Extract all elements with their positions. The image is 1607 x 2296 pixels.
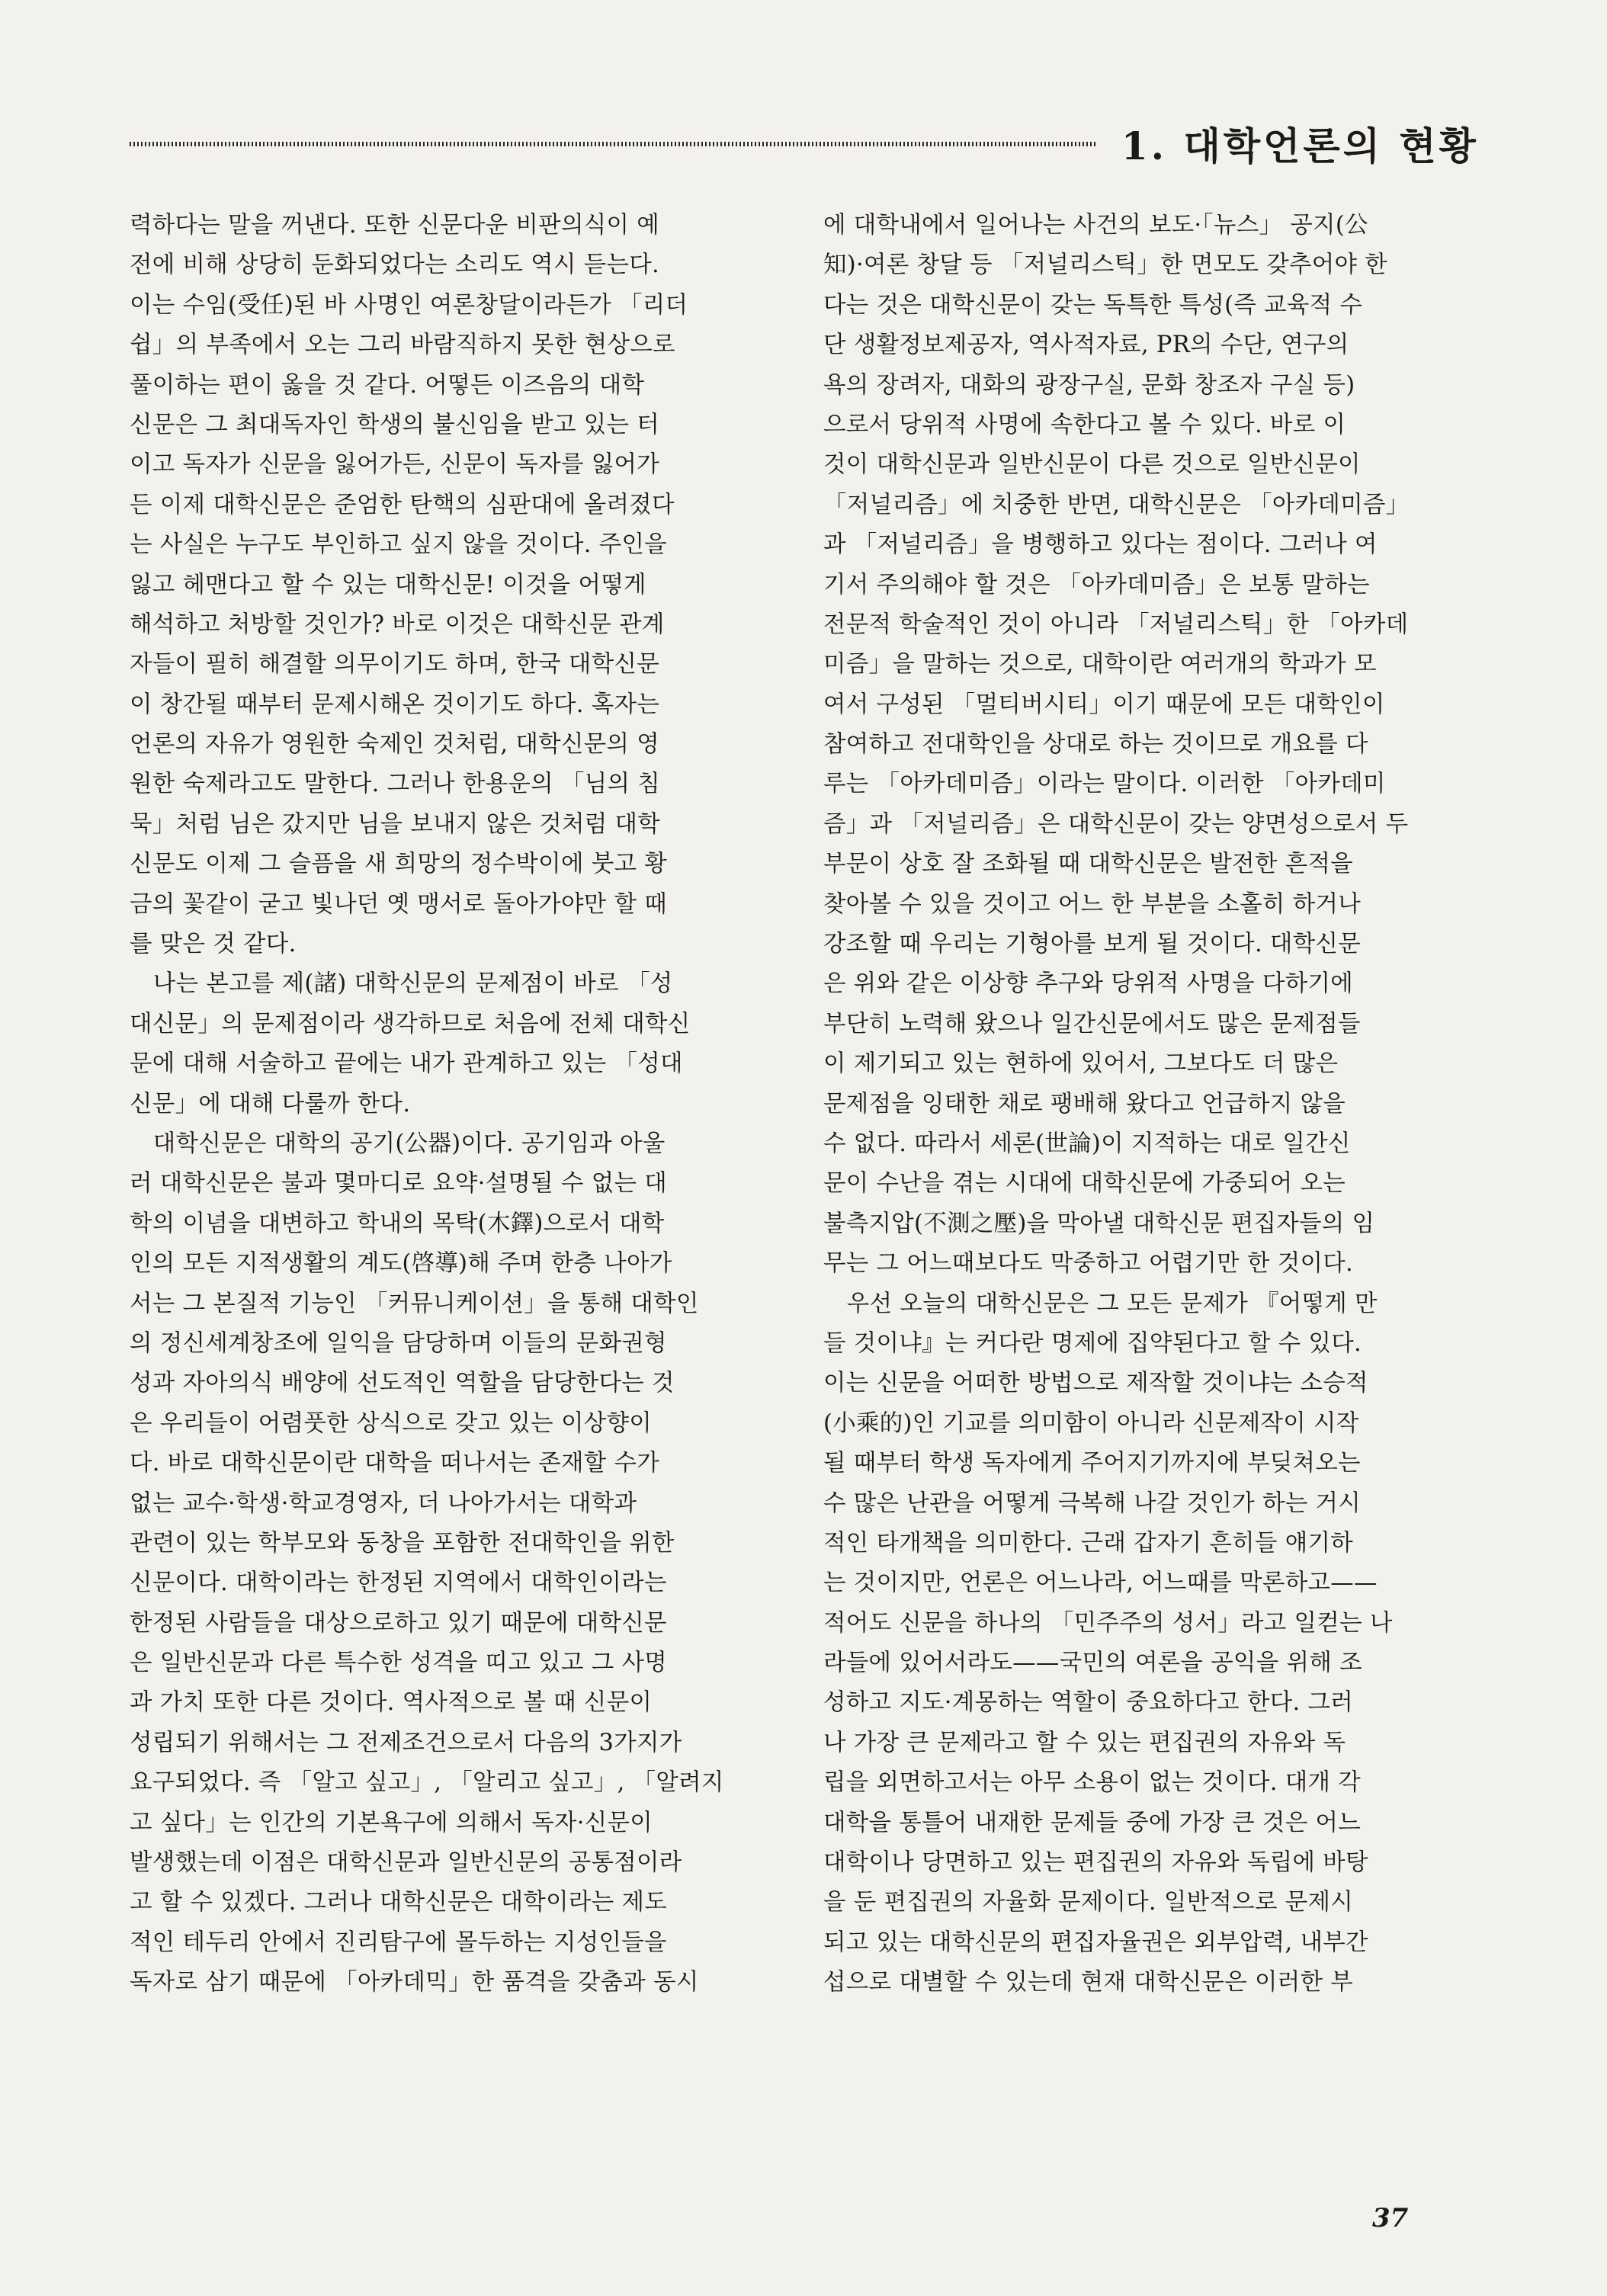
text-line: 부문이 상호 잘 조화될 때 대학신문은 발전한 흔적을: [823, 851, 1353, 878]
text-line: 이고 독자가 신문을 잃어가든, 신문이 독자를 잃어가: [130, 451, 659, 479]
text-line: 전문적 학술적인 것이 아니라 「저널리스틱」한 「아카데: [823, 611, 1409, 638]
text-line: 금의 꽃같이 굳고 빛나던 옛 맹서로 돌아가야만 할 때: [130, 890, 667, 918]
text-line: 대학신문은 대학의 공기(公器)이다. 공기임과 아울: [130, 1130, 666, 1157]
text-line: 문이 수난을 겪는 시대에 대학신문에 가중되어 오는: [823, 1170, 1346, 1198]
text-line: 참여하고 전대학인을 상대로 하는 것이므로 개요를 다: [823, 731, 1368, 758]
text-line: 미즘」을 말하는 것으로, 대학이란 여러개의 학과가 모: [823, 651, 1377, 678]
text-line: 풀이하는 편이 옳을 것 같다. 어떻든 이즈음의 대학: [130, 371, 645, 399]
text-line: 서는 그 본질적 기능인 「커뮤니케이션」을 통해 대학인: [130, 1290, 699, 1317]
text-line: 고 싶다」는 인간의 기본욕구에 의해서 독자·신문이: [130, 1809, 653, 1836]
text-line: 원한 숙제라고도 말한다. 그러나 한용운의 「님의 침: [130, 771, 661, 798]
text-line: 불측지압(不測之壓)을 막아낼 대학신문 편집자들의 임: [823, 1210, 1375, 1237]
text-line: 이 제기되고 있는 현하에 있어서, 그보다도 더 많은: [823, 1050, 1339, 1078]
text-line: 를 맞은 것 같다.: [130, 931, 297, 958]
text-line: 즘」과 「저널리즘」은 대학신문이 갖는 양면성으로서 두: [823, 810, 1409, 838]
text-line: 성하고 지도·계몽하는 역할이 중요하다고 한다. 그러: [823, 1689, 1353, 1717]
text-line: 다. 바로 대학신문이란 대학을 떠나서는 존재할 수가: [130, 1450, 659, 1477]
text-line: 는 것이지만, 언론은 어느나라, 어느때를 막론하고——: [823, 1570, 1378, 1597]
text-line: 요구되었다. 즉 「알고 싶고」, 「알리고 싶고」, 「알려지: [130, 1769, 724, 1797]
text-line: 든 이제 대학신문은 준엄한 탄핵의 심판대에 올려졌다: [130, 491, 675, 518]
text-line: 묵」처럼 님은 갔지만 님을 보내지 않은 것처럼 대학: [130, 810, 661, 838]
text-line: 이는 신문을 어떠한 방법으로 제작할 것이냐는 소승적: [823, 1370, 1368, 1397]
text-line: 신문」에 대해 다룰까 한다.: [130, 1090, 411, 1118]
text-line: 단 생활정보제공자, 역사적자료, PR의 수단, 연구의: [823, 332, 1349, 359]
text-line: 적인 타개책을 의미한다. 근래 갑자기 흔히들 얘기하: [823, 1529, 1353, 1557]
text-line: 섭으로 대별할 수 있는데 현재 대학신문은 이러한 부: [823, 1969, 1353, 1996]
text-line: 발생했는데 이점은 대학신문과 일반신문의 공통점이라: [130, 1849, 682, 1877]
text-line: 라들에 있어서라도——국민의 여론을 공익을 위해 조: [823, 1650, 1362, 1677]
text-line: 과 「저널리즘」을 병행하고 있다는 점이다. 그러나 여: [823, 531, 1378, 559]
text-line: 에 대학내에서 일어나는 사건의 보도·「뉴스」 공지(公: [823, 212, 1368, 239]
text-line: 언론의 자유가 영원한 숙제인 것처럼, 대학신문의 영: [130, 731, 659, 758]
text-line: 문에 대해 서술하고 끝에는 내가 관계하고 있는 「성대: [130, 1050, 683, 1078]
text-line: 학의 이념을 대변하고 학내의 목탁(木鐸)으로서 대학: [130, 1210, 665, 1237]
text-line: 될 때부터 학생 독자에게 주어지기까지에 부딪쳐오는: [823, 1450, 1361, 1477]
text-line: 인의 모든 지적생활의 계도(啓導)해 주며 한층 나아가: [130, 1250, 672, 1278]
text-line: 부단히 노력해 왔으나 일간신문에서도 많은 문제점들: [823, 1010, 1361, 1037]
text-line: 없는 교수·학생·학교경영자, 더 나아가서는 대학과: [130, 1490, 637, 1517]
text-line: 무는 그 어느때보다도 막중하고 어렵기만 한 것이다.: [823, 1250, 1353, 1278]
right-text-column: [823, 206, 1479, 2003]
running-header: [130, 114, 1479, 168]
text-line: 나는 본고를 제(諸) 대학신문의 문제점이 바로 「성: [130, 970, 673, 998]
text-line: 신문은 그 최대독자인 학생의 불신임을 받고 있는 터: [130, 411, 659, 438]
text-line: 관련이 있는 학부모와 동창을 포함한 전대학인을 위한: [130, 1529, 675, 1557]
text-line: 립을 외면하고서는 아무 소용이 없는 것이다. 대개 각: [823, 1769, 1361, 1797]
text-line: 의 정신세계창조에 일익을 담당하며 이들의 문화권형: [130, 1329, 667, 1357]
left-text-column: [130, 206, 785, 2003]
text-line: 으로서 당위적 사명에 속한다고 볼 수 있다. 바로 이: [823, 411, 1346, 438]
text-line: 독자로 삼기 때문에 「아카데믹」한 품격을 갖춤과 동시: [130, 1969, 699, 1996]
text-line: 것이 대학신문과 일반신문이 다른 것으로 일반신문이: [823, 451, 1361, 479]
text-line: 과 가치 또한 다른 것이다. 역사적으로 볼 때 신문이: [130, 1689, 653, 1717]
text-line: 대학이나 당면하고 있는 편집권의 자유와 독립에 바탕: [823, 1849, 1368, 1877]
text-line: 전에 비해 상당히 둔화되었다는 소리도 역시 듣는다.: [130, 252, 659, 279]
text-line: 대신문」의 문제점이라 생각하므로 처음에 전체 대학신: [130, 1010, 691, 1037]
text-line: 러 대학신문은 불과 몇마디로 요약·설명될 수 없는 대: [130, 1170, 667, 1198]
text-line: 이 창간될 때부터 문제시해온 것이기도 하다. 혹자는: [130, 691, 659, 718]
text-line: 수 없다. 따라서 세론(世論)이 지적하는 대로 일간신: [823, 1130, 1351, 1157]
text-line: 여서 구성된 「멀티버시티」이기 때문에 모든 대학인이: [823, 691, 1385, 718]
text-line: 력하다는 말을 꺼낸다. 또한 신문다운 비판의식이 예: [130, 212, 659, 239]
text-line: 수 많은 난관을 어떻게 극복해 나갈 것인가 하는 거시: [823, 1490, 1361, 1517]
text-line: 잃고 헤맨다고 할 수 있는 대학신문! 이것을 어떻게: [130, 571, 646, 598]
text-line: 한정된 사람들을 대상으로하고 있기 때문에 대학신문: [130, 1609, 667, 1637]
text-line: 루는 「아카데미즘」이라는 말이다. 이러한 「아카데미: [823, 771, 1386, 798]
text-line: 을 둔 편집권의 자율화 문제이다. 일반적으로 문제시: [823, 1889, 1353, 1916]
text-line: 성립되기 위해서는 그 전제조건으로서 다음의 3가지가: [130, 1729, 682, 1756]
text-line: 는 사실은 누구도 부인하고 싶지 않을 것이다. 주인을: [130, 531, 667, 559]
text-line: 적어도 신문을 하나의 「민주주의 성서」라고 일컫는 나: [823, 1609, 1393, 1637]
text-line: 적인 테두리 안에서 진리탐구에 몰두하는 지성인들을: [130, 1929, 667, 1956]
page-number: 37: [1372, 2203, 1409, 2233]
text-line: 문제점을 잉태한 채로 팽배해 왔다고 언급하지 않을: [823, 1090, 1346, 1118]
text-line: 고 할 수 있겠다. 그러나 대학신문은 대학이라는 제도: [130, 1889, 667, 1916]
header-dotted-rule: [130, 142, 1098, 146]
text-line: 강조할 때 우리는 기형아를 보게 될 것이다. 대학신문: [823, 931, 1361, 958]
text-line: 은 위와 같은 이상향 추구와 당위적 사명을 다하기에: [823, 970, 1353, 998]
text-line: 찾아볼 수 있을 것이고 어느 한 부분을 소홀히 하거나: [823, 890, 1361, 918]
section-title: 1. 대학언론의 현황: [1121, 123, 1479, 168]
text-line: 신문도 이제 그 슬픔을 새 희망의 정수박이에 붓고 황: [130, 851, 667, 878]
text-line: 되고 있는 대학신문의 편집자율권은 외부압력, 내부간: [823, 1929, 1368, 1956]
text-line: 해석하고 처방할 것인가? 바로 이것은 대학신문 관계: [130, 611, 665, 638]
text-line: 나 가장 큰 문제라고 할 수 있는 편집권의 자유와 독: [823, 1729, 1346, 1756]
text-line: 기서 주의해야 할 것은 「아카데미즘」은 보통 말하는: [823, 571, 1370, 598]
text-line: 대학을 통틀어 내재한 문제들 중에 가장 큰 것은 어느: [823, 1809, 1361, 1836]
text-line: (小乘的)인 기교를 의미함이 아니라 신문제작이 시작: [823, 1409, 1359, 1437]
text-line: 성과 자아의식 배양에 선도적인 역할을 담당한다는 것: [130, 1370, 675, 1397]
text-line: 「저널리즘」에 치중한 반면, 대학신문은 「아카데미즘」: [823, 491, 1410, 518]
text-line: 은 우리들이 어렴풋한 상식으로 갖고 있는 이상향이: [130, 1409, 652, 1437]
text-line: 우선 오늘의 대학신문은 그 모든 문제가 『어떻게 만: [823, 1290, 1378, 1317]
text-line: 신문이다. 대학이라는 한정된 지역에서 대학인이라는: [130, 1570, 667, 1597]
text-line: 자들이 필히 해결할 의무이기도 하며, 한국 대학신문: [130, 651, 659, 678]
text-line: 知)·여론 창달 등 「저널리스틱」한 면모도 갖추어야 한: [823, 252, 1388, 279]
text-line: 다는 것은 대학신문이 갖는 독특한 특성(즉 교육적 수: [823, 291, 1363, 319]
text-line: 은 일반신문과 다른 특수한 성격을 띠고 있고 그 사명: [130, 1650, 667, 1677]
text-line: 이는 수임(受任)된 바 사명인 여론창달이라든가 「리더: [130, 291, 688, 319]
text-line: 들 것이냐』는 커다란 명제에 집약된다고 할 수 있다.: [823, 1329, 1362, 1357]
text-line: 쉽」의 부족에서 오는 그리 바람직하지 못한 현상으로: [130, 332, 675, 359]
text-line: 욕의 장려자, 대화의 광장구실, 문화 창조자 구실 등): [823, 371, 1355, 399]
